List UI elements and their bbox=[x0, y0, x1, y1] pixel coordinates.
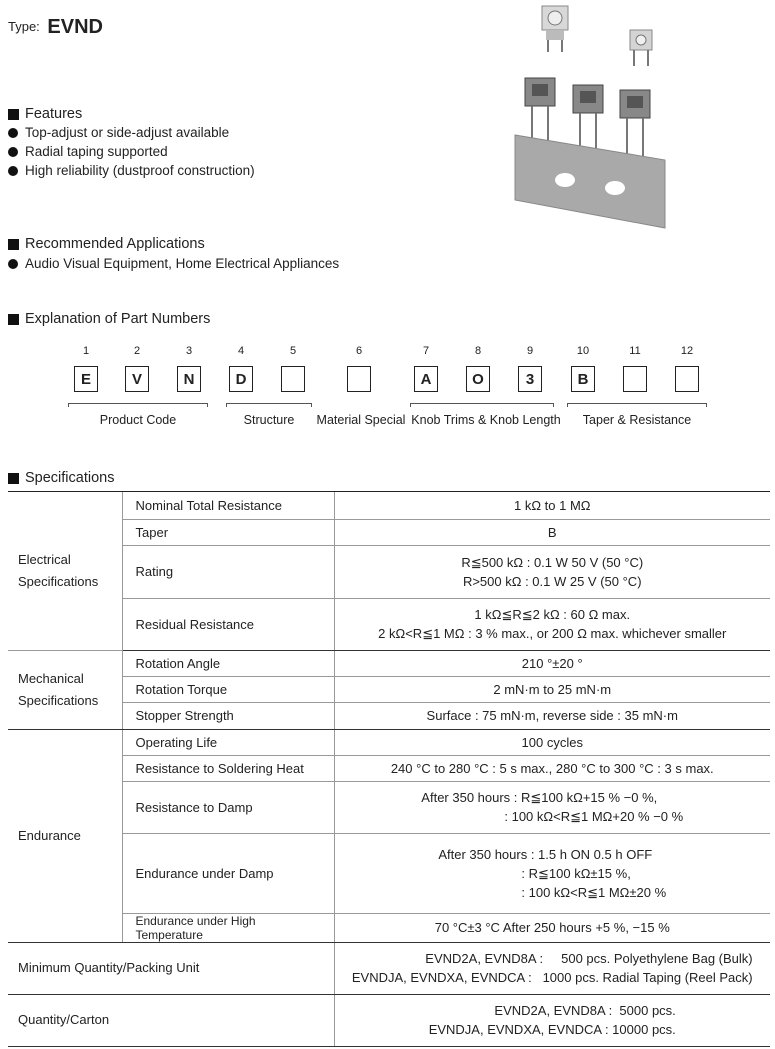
group-bracket bbox=[68, 403, 208, 407]
spec-item: Endurance under High Temperature bbox=[122, 913, 334, 942]
part-char-box: V bbox=[125, 366, 149, 392]
group-label: Knob Trims & Knob Length bbox=[411, 413, 561, 427]
group-bracket bbox=[410, 403, 554, 407]
position-number: 3 bbox=[185, 345, 193, 357]
spec-value: 100 cycles bbox=[334, 729, 770, 755]
part-numbers-heading: Explanation of Part Numbers bbox=[8, 311, 210, 327]
spec-value: B bbox=[334, 519, 770, 545]
position-number: 7 bbox=[422, 345, 430, 357]
position-number: 9 bbox=[526, 345, 534, 357]
part-char-box bbox=[347, 366, 371, 392]
applications-heading: Recommended Applications bbox=[8, 236, 205, 252]
group-label: Structure bbox=[243, 413, 295, 427]
position-number: 8 bbox=[474, 345, 482, 357]
position-number: 11 bbox=[629, 345, 641, 357]
square-bullet-icon bbox=[8, 314, 19, 325]
table-row bbox=[8, 942, 770, 994]
spec-item: Rating bbox=[122, 545, 334, 598]
table-row bbox=[8, 492, 770, 519]
bullet-icon bbox=[8, 147, 18, 157]
part-char-box: 3 bbox=[518, 366, 542, 392]
spec-value: After 350 hours : R≦100 kΩ+15 % −0 %, : 100 kΩ<R≦1 MΩ+20 % −0 % bbox=[334, 781, 770, 833]
spec-value: EVND2A, EVND8A : 5000 pcs. EVNDJA, EVNDXA, EVNDCA : 10000 pcs. bbox=[334, 994, 770, 1046]
bullet-icon bbox=[8, 128, 18, 138]
position-number: 1 bbox=[82, 345, 90, 357]
spec-item: Stopper Strength bbox=[122, 702, 334, 729]
specifications-heading: Specifications bbox=[8, 470, 114, 486]
group-bracket bbox=[226, 403, 312, 407]
features-list bbox=[8, 123, 255, 180]
bullet-icon bbox=[8, 259, 18, 269]
packing-label: Minimum Quantity/Packing Unit bbox=[8, 942, 334, 994]
part-char-box: A bbox=[414, 366, 438, 392]
group-label: Taper & Resistance bbox=[582, 413, 692, 427]
table-row bbox=[8, 545, 770, 598]
category-mechanical: Mechanical Specifications bbox=[8, 650, 122, 729]
table-row bbox=[8, 755, 770, 781]
table-row bbox=[8, 598, 770, 650]
spec-item: Taper bbox=[122, 519, 334, 545]
bullet-icon bbox=[8, 166, 18, 176]
carton-label: Quantity/Carton bbox=[8, 994, 334, 1046]
table-row bbox=[8, 913, 770, 942]
square-bullet-icon bbox=[8, 109, 19, 120]
table-row bbox=[8, 676, 770, 702]
table-row bbox=[8, 519, 770, 545]
group-bracket bbox=[567, 403, 707, 407]
spec-value: 1 kΩ to 1 MΩ bbox=[334, 492, 770, 519]
list-item: Top-adjust or side-adjust available bbox=[8, 123, 255, 142]
square-bullet-icon bbox=[8, 473, 19, 484]
type-value: EVND bbox=[47, 16, 103, 38]
table-row bbox=[8, 702, 770, 729]
type-label: Type: bbox=[8, 19, 40, 34]
spec-value: 2 mN·m to 25 mN·m bbox=[334, 676, 770, 702]
specifications-table bbox=[8, 492, 770, 1047]
spec-value: 1 kΩ≦R≦2 kΩ : 60 Ω max. 2 kΩ<R≦1 MΩ : 3 % max., or 200 Ω max. whichever smaller bbox=[334, 598, 770, 650]
position-number: 2 bbox=[133, 345, 141, 357]
features-heading: Features bbox=[8, 106, 82, 122]
spec-item: Resistance to Soldering Heat bbox=[122, 755, 334, 781]
part-char-box bbox=[675, 366, 699, 392]
part-char-box bbox=[281, 366, 305, 392]
spec-item: Residual Resistance bbox=[122, 598, 334, 650]
table-row bbox=[8, 833, 770, 913]
part-char-box: E bbox=[74, 366, 98, 392]
type-heading bbox=[8, 16, 103, 39]
spec-value: Surface : 75 mN·m, reverse side : 35 mN·m bbox=[334, 702, 770, 729]
group-label: Product Code bbox=[99, 413, 177, 427]
spec-value: 240 °C to 280 °C : 5 s max., 280 °C to 300 °C : 3 s max. bbox=[334, 755, 770, 781]
position-number: 10 bbox=[576, 345, 590, 357]
category-electrical: Electrical Specifications bbox=[8, 492, 122, 650]
table-row bbox=[8, 781, 770, 833]
part-char-box: B bbox=[571, 366, 595, 392]
spec-value: After 350 hours : 1.5 h ON 0.5 h OFF : R≦100 kΩ±15 %, : 100 kΩ<R≦1 MΩ±20 % bbox=[334, 833, 770, 913]
product-photo bbox=[500, 0, 675, 230]
list-item: High reliability (dustproof construction) bbox=[8, 161, 255, 180]
spec-value: 70 °C±3 °C After 250 hours +5 %, −15 % bbox=[334, 913, 770, 942]
spec-value: 210 °±20 ° bbox=[334, 650, 770, 676]
table-row bbox=[8, 729, 770, 755]
spec-item: Operating Life bbox=[122, 729, 334, 755]
spec-item: Endurance under Damp bbox=[122, 833, 334, 913]
part-char-box: O bbox=[466, 366, 490, 392]
category-endurance: Endurance bbox=[8, 729, 122, 942]
table-row bbox=[8, 650, 770, 676]
spec-item: Resistance to Damp bbox=[122, 781, 334, 833]
applications-list bbox=[8, 254, 339, 273]
list-item: Radial taping supported bbox=[8, 142, 255, 161]
position-number: 4 bbox=[237, 345, 245, 357]
position-number: 5 bbox=[289, 345, 297, 357]
spec-item: Nominal Total Resistance bbox=[122, 492, 334, 519]
group-label: Material Special bbox=[316, 413, 406, 427]
spec-item: Rotation Angle bbox=[122, 650, 334, 676]
square-bullet-icon bbox=[8, 239, 19, 250]
part-char-box bbox=[623, 366, 647, 392]
position-number: 12 bbox=[680, 345, 694, 357]
list-item: Audio Visual Equipment, Home Electrical Appliances bbox=[8, 254, 339, 273]
table-row bbox=[8, 994, 770, 1046]
part-char-box: D bbox=[229, 366, 253, 392]
spec-item: Rotation Torque bbox=[122, 676, 334, 702]
part-char-box: N bbox=[177, 366, 201, 392]
spec-value: EVND2A, EVND8A : 500 pcs. Polyethylene Bag (Bulk) EVNDJA, EVNDXA, EVNDCA : 1000 pcs. Radial Taping (Reel Pack) bbox=[334, 942, 770, 994]
position-number: 6 bbox=[355, 345, 363, 357]
spec-value: R≦500 kΩ : 0.1 W 50 V (50 °C) R>500 kΩ : 0.1 W 25 V (50 °C) bbox=[334, 545, 770, 598]
